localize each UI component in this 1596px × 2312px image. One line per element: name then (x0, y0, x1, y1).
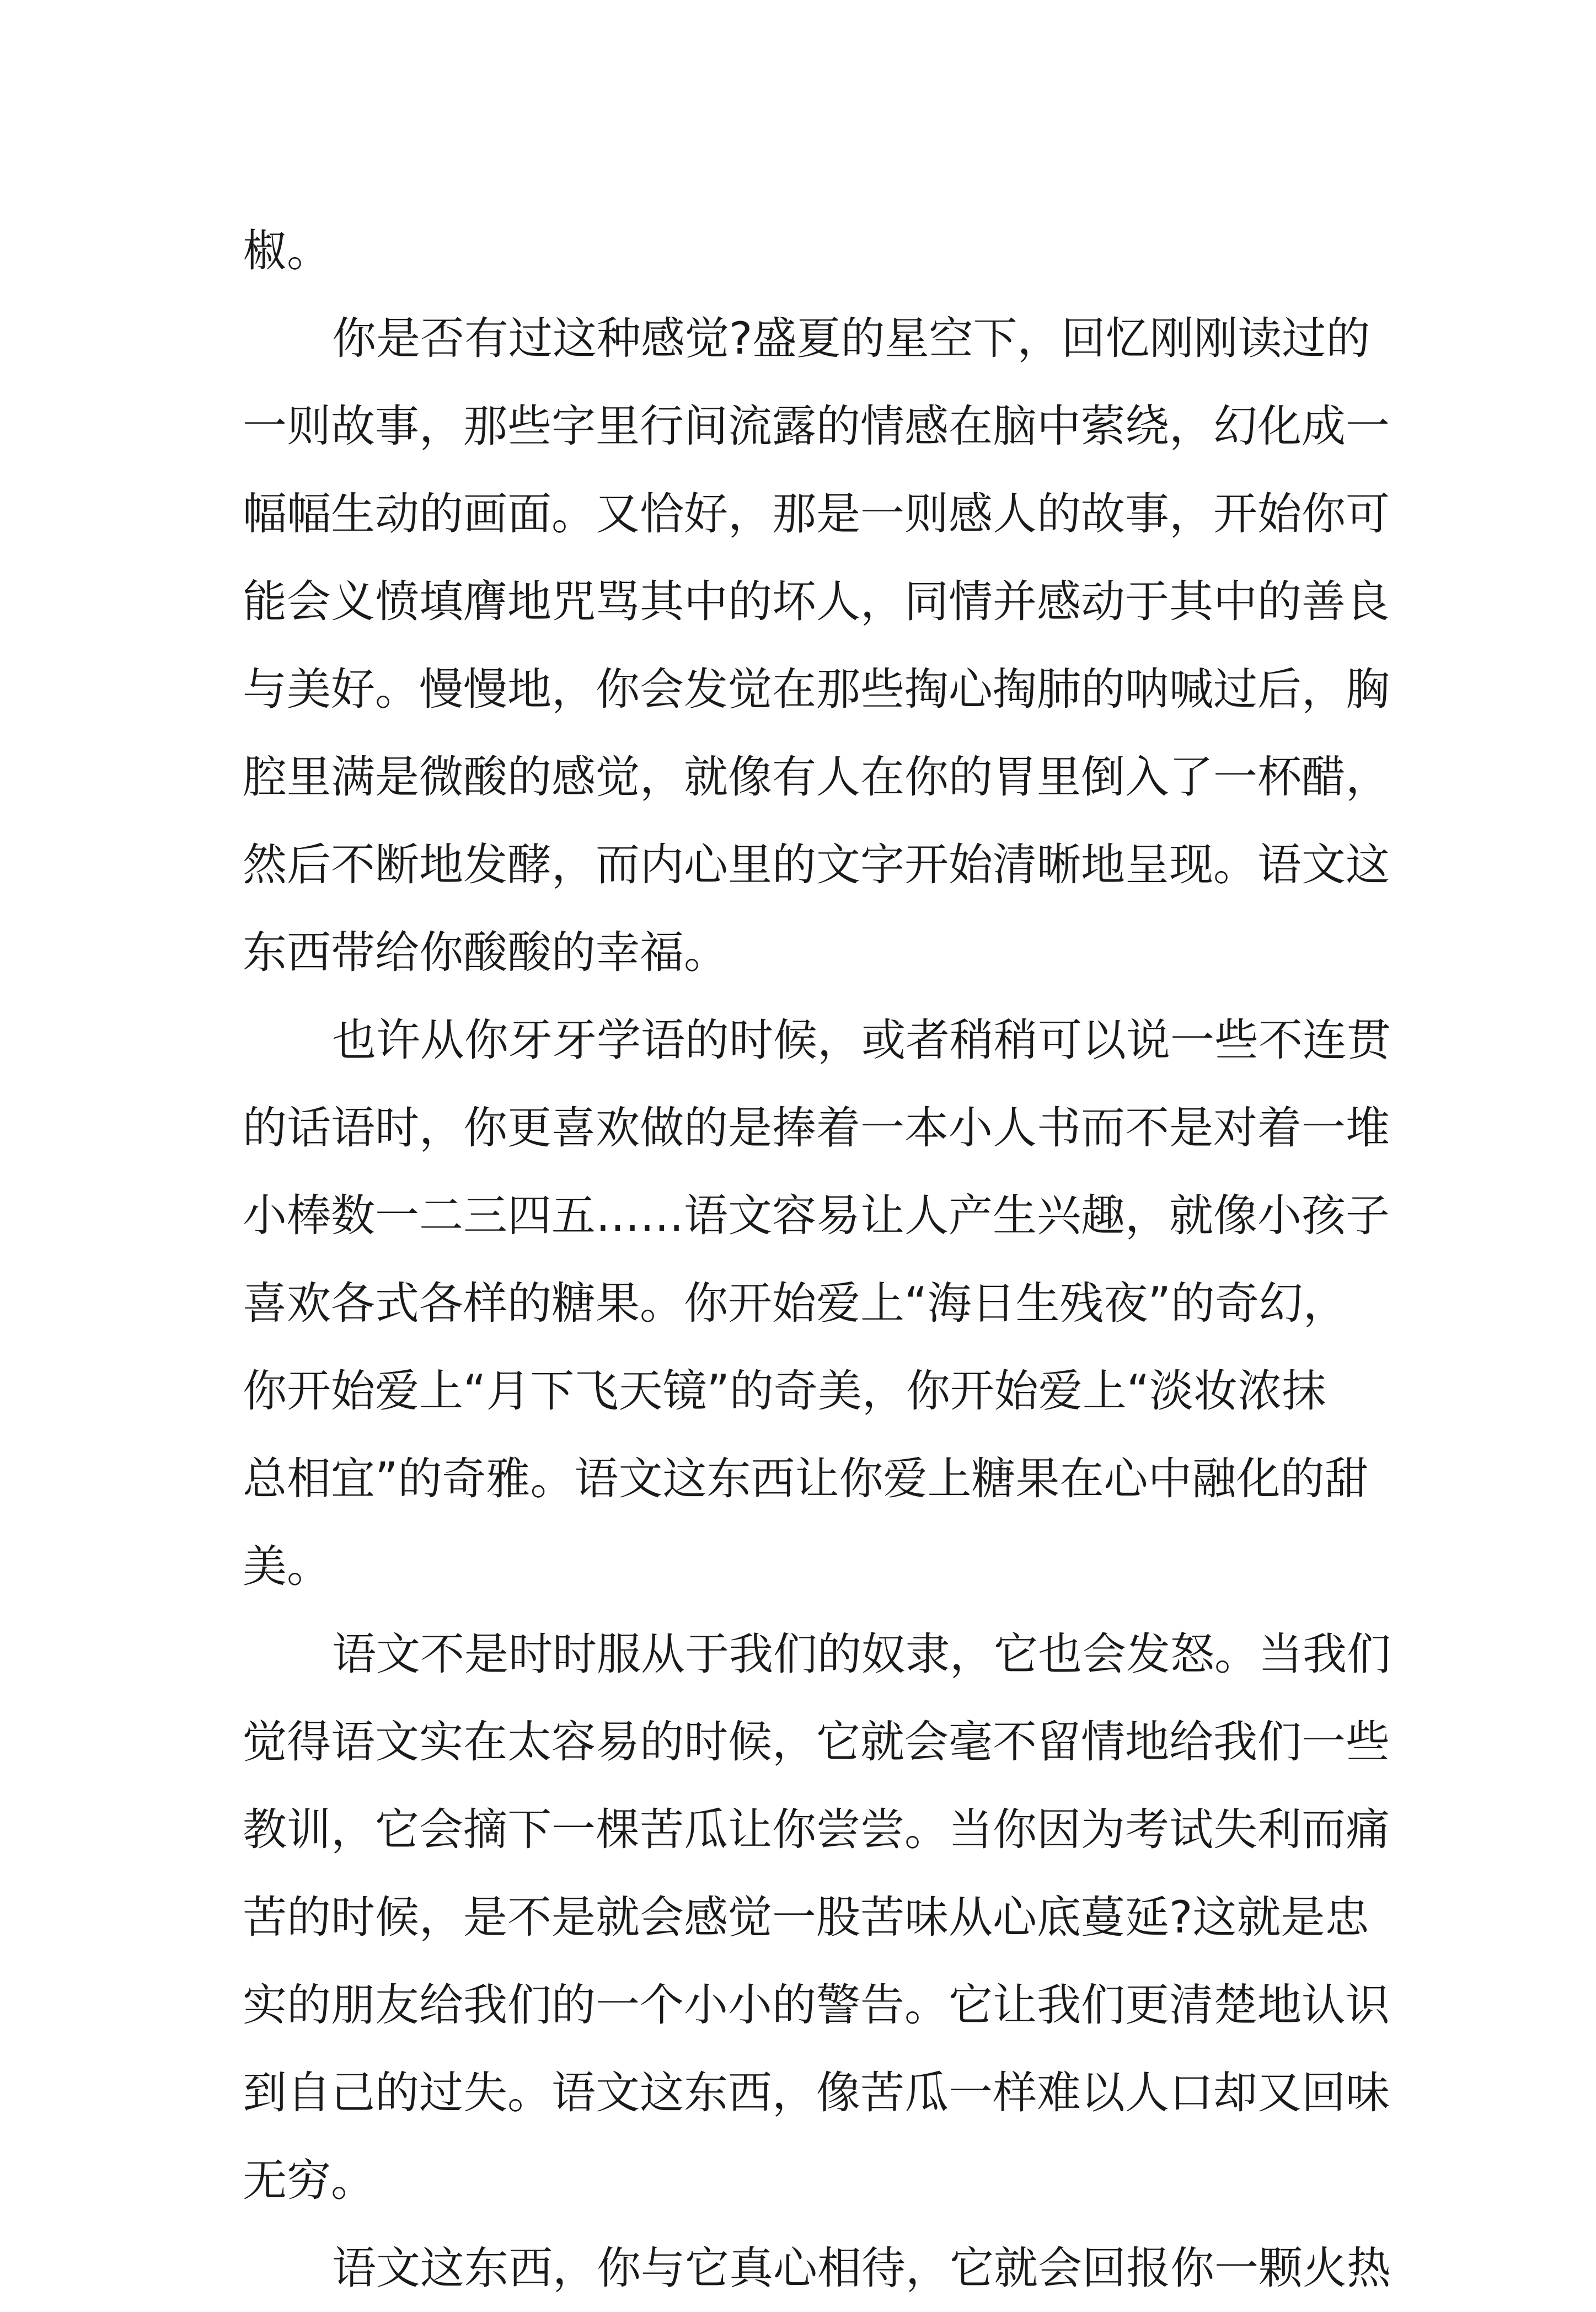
text-line: 喜欢各式各样的糖果。你开始爱上“海日生残夜”的奇幻， (243, 1278, 1347, 1329)
text-line: 腔里满是微酸的感觉，就像有人在你的胃里倒入了一杯醋， (243, 751, 1390, 803)
text-line: 小棒数一二三四五……语文容易让人产生兴趣，就像小孩子 (243, 1190, 1390, 1241)
paragraph-start-line: 你是否有过这种感觉?盛夏的星空下，回忆刚刚读过的 (332, 313, 1370, 364)
text-line: 美。 (243, 1541, 331, 1592)
paragraph-start-line: 也许从你牙牙学语的时候，或者稍稍可以说一些不连贯 (332, 1014, 1391, 1066)
text-line: 与美好。慢慢地，你会发觉在那些掏心掏肺的呐喊过后，胸 (243, 664, 1390, 715)
text-line: 幅幅生动的画面。又恰好，那是一则感人的故事，开始你可 (243, 488, 1390, 540)
text-line: 一则故事，那些字里行间流露的情感在脑中萦绕，幻化成一 (243, 401, 1390, 452)
text-line: 苦的时候，是不是就会感觉一股苦味从心底蔓延?这就是忠 (243, 1892, 1369, 1943)
text-line: 你开始爱上“月下飞天镜”的奇美，你开始爱上“淡妆浓抹 (243, 1365, 1326, 1417)
text-line: 能会义愤填膺地咒骂其中的坏人，同情并感动于其中的善良 (243, 576, 1390, 627)
text-line: 然后不断地发酵，而内心里的文字开始清晰地呈现。语文这 (243, 839, 1390, 890)
text-line: 觉得语文实在太容易的时候，它就会毫不留情地给我们一些 (243, 1716, 1390, 1768)
text-line: 到自己的过失。语文这东西，像苦瓜一样难以人口却又回味 (243, 2067, 1390, 2118)
essay-body (243, 207, 1391, 2312)
text-line: 的话语时，你更喜欢做的是捧着一本小人书而不是对着一堆 (243, 1102, 1390, 1154)
paragraph-start-line: 语文不是时时服从于我们的奴隶，它也会发怒。当我们 (332, 1628, 1391, 1680)
text-line: 无穷。 (243, 2155, 375, 2206)
paragraph-start-line: 语文这东西，你与它真心相待，它就会回报你一颗火热 (332, 2242, 1391, 2294)
text-line: 东西带给你酸酸的幸福。 (243, 927, 728, 978)
text-line: 总相宜”的奇雅。语文这东西让你爱上糖果在心中融化的甜 (243, 1453, 1369, 1504)
text-line: 实的朋友给我们的一个小小的警告。它让我们更清楚地认识 (243, 1979, 1390, 2031)
text-line: 椒。 (243, 225, 331, 276)
text-line: 教训，它会摘下一棵苦瓜让你尝尝。当你因为考试失利而痛 (243, 1804, 1390, 1855)
